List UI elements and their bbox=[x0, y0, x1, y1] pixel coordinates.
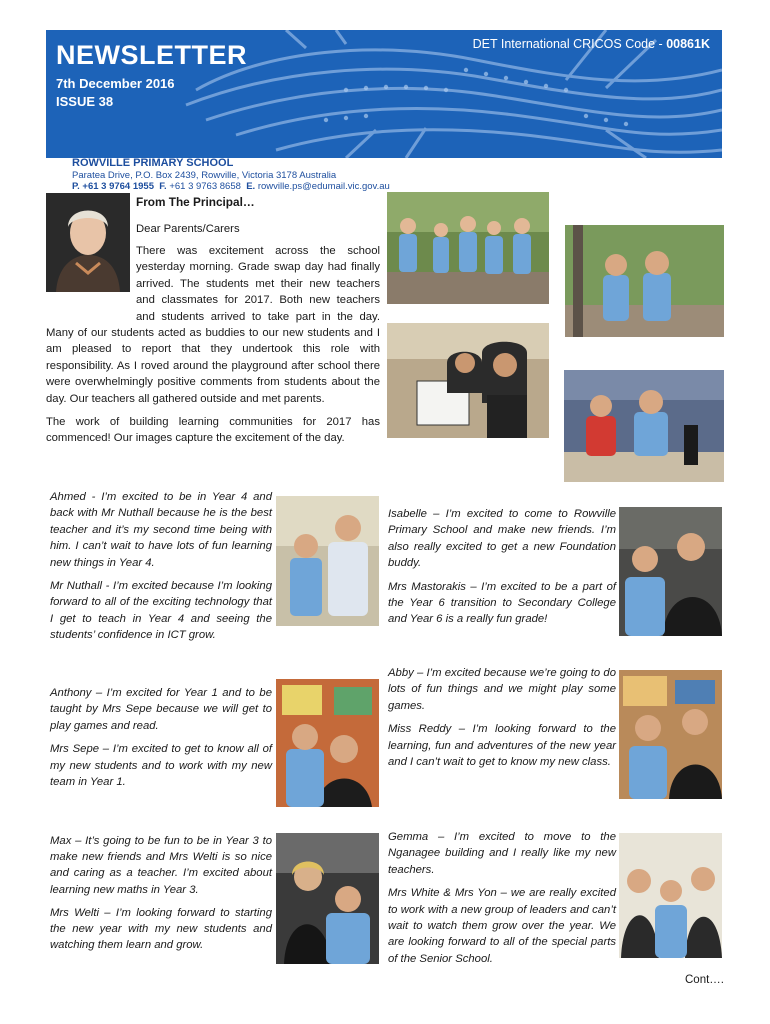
quote-anthony: Anthony – I’m excited for Year 1 and to be taught by Mrs Sepe because we will get to play games and read. bbox=[50, 687, 272, 732]
cricos-number: 00861K bbox=[666, 37, 710, 51]
fax-number: +61 3 9763 8658 bbox=[169, 181, 241, 192]
principal-greeting: Dear Parents/Carers bbox=[136, 223, 240, 235]
newsletter-title: NEWSLETTER bbox=[56, 40, 247, 70]
photo-abby-miss-reddy bbox=[619, 670, 722, 799]
quote-mrs-sepe: Mrs Sepe – I’m excited to get to know all of my new students and to work with my new team in Year 1. bbox=[50, 743, 272, 789]
quote-ahmed: Ahmed - I’m excited to be in Year 4 and back with Mr Nuthall because he is the best teacher and it’s my second time being with him. I can’t wait to have lots of fun learning new things in Year 4. bbox=[50, 491, 272, 569]
quote-max-block bbox=[50, 833, 272, 960]
email-label: E. bbox=[246, 181, 256, 192]
phone-number: +61 3 9764 1955 bbox=[82, 181, 154, 192]
quote-mrs-welti: Mrs Welti – I’m looking forward to starting the new year with my new students and watching them learn and grow. bbox=[50, 906, 272, 952]
principal-paragraph-1: There was excitement across the school yesterday morning. Grade swap day had finally arrived. The students met their new teachers and classmates for 2017. Both new teachers and students arrived to take part in the day. Many of our students acted as buddies to our new students and I am pleased to report that they undertook this role with responsibility. As I roved around the playground after school there were overwhelmingly positive comments from students about the day. Our teachers all gathered outside and met parents. bbox=[46, 245, 380, 405]
photo-anthony-mrs-sepe bbox=[276, 679, 379, 807]
photo-ahmed-mr-nuthall bbox=[276, 496, 379, 626]
newsletter-issue: ISSUE 38 bbox=[56, 94, 114, 109]
quote-gemma-block bbox=[388, 829, 616, 974]
phone-label: P. bbox=[72, 181, 80, 192]
photo-gemma-mrs-white-mrs-yon bbox=[619, 833, 722, 958]
photo-girls-with-drawing bbox=[387, 323, 549, 438]
quote-abby-block bbox=[388, 665, 616, 777]
photo-students-outdoors bbox=[387, 192, 549, 304]
school-address: Paratea Drive, P.O. Box 2439, Rowville, Victoria 3178 Australia bbox=[72, 169, 337, 181]
quote-max: Max – It’s going to be fun to be in Year 3 to make new friends and Mrs Welti is so nice and caring as a teacher. I’m excited about learning new maths in Year 3. bbox=[50, 835, 272, 896]
quote-ahmed-block bbox=[50, 489, 272, 651]
cricos-prefix: DET International CRICOS Code - bbox=[472, 37, 667, 51]
principal-paragraph-2: The work of building learning communities for 2017 has commenced! Our images capture the excitement of the day. bbox=[46, 416, 380, 445]
school-name: ROWVILLE PRIMARY SCHOOL bbox=[72, 157, 234, 169]
photo-two-boys bbox=[565, 225, 724, 337]
quote-anthony-block bbox=[50, 685, 272, 797]
continued-label: Cont…. bbox=[685, 974, 724, 986]
quote-mrs-mastorakis: Mrs Mastorakis – I’m excited to be a part of the Year 6 transition to Secondary College and Year 6 is a really fun grade! bbox=[388, 580, 616, 626]
school-contact-line bbox=[72, 181, 390, 193]
principal-heading: From The Principal… bbox=[136, 195, 255, 209]
quote-mr-nuthall: Mr Nuthall - I’m excited because I’m looking forward to all of the exciting technology that I get to teach in Year 4 and seeing the students’ confidence in ICT grow. bbox=[50, 580, 272, 642]
quote-mrs-white-mrs-yon: Mrs White & Mrs Yon – we are really excited to work with a new group of leaders and can’t wait to watch them grow over the year. We are looking forward to all of the special parts of the Senior School. bbox=[388, 887, 616, 965]
newsletter-banner bbox=[46, 30, 722, 158]
fax-label: F. bbox=[159, 181, 167, 192]
photo-isabelle-mrs-mastorakis bbox=[619, 507, 722, 636]
photo-boys-classroom bbox=[564, 370, 724, 482]
newsletter-date: 7th December 2016 bbox=[56, 76, 175, 91]
photo-max-mrs-welti bbox=[276, 833, 379, 964]
principal-body bbox=[46, 243, 380, 454]
quote-isabelle: Isabelle – I’m excited to come to Rowville Primary School and make new friends. I’m also really excited to get a new Foundation buddy. bbox=[388, 508, 616, 570]
quote-abby: Abby – I’m excited because we’re going to do lots of fun things and we might play some games. bbox=[388, 667, 616, 712]
quote-miss-reddy: Miss Reddy – I’m looking forward to the learning, fun and adventures of the new year and I can’t wait to get to know my new class. bbox=[388, 723, 616, 769]
school-contact bbox=[72, 158, 390, 193]
email-address: rowville.ps@edumail.vic.gov.au bbox=[257, 181, 390, 192]
cricos-code bbox=[473, 37, 710, 51]
quote-gemma: Gemma – I’m excited to move to the Nganagee building and I really like my new teachers. bbox=[388, 831, 616, 876]
text-wrap-spacer bbox=[46, 243, 136, 309]
quote-isabelle-block bbox=[388, 506, 616, 635]
